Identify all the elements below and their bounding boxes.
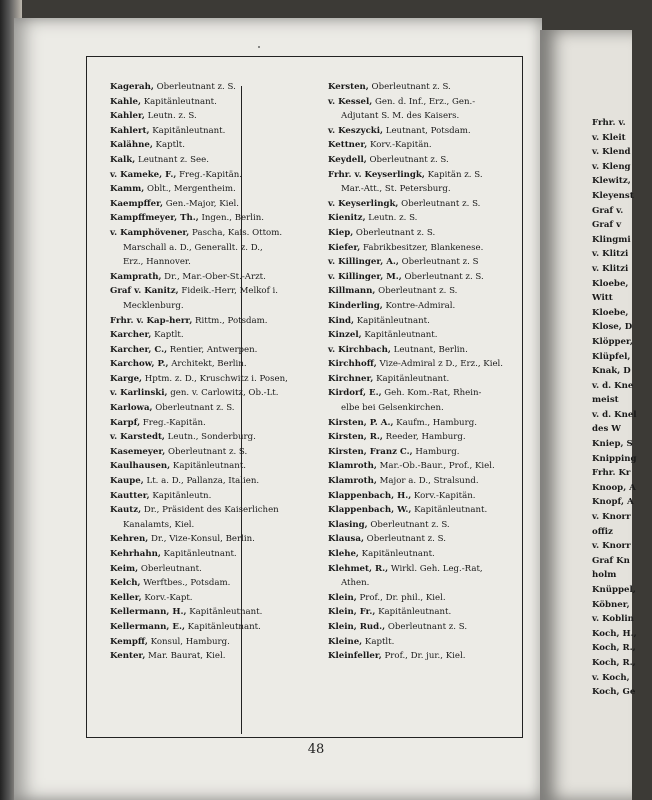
entry-description: Oberleutnant z. S. xyxy=(367,519,450,530)
next-page-entry-fragment: Koch, Ge xyxy=(592,687,636,698)
entry-continuation xyxy=(328,182,534,197)
entry-name: Kirchner, xyxy=(328,373,374,384)
entry-description: Leutn. z. S. xyxy=(144,111,197,122)
next-page-entry-fragment: v. Klitzi xyxy=(592,263,629,274)
entry-description: Kaptlt. xyxy=(152,140,185,151)
directory-entry xyxy=(110,430,322,445)
next-page-entry-fragment: Klingmi xyxy=(592,234,631,245)
entry-description: Kapitänleutnant. xyxy=(353,315,430,326)
directory-entry xyxy=(110,314,322,329)
directory-entry xyxy=(110,343,322,358)
entry-name: Klamroth, xyxy=(328,476,377,487)
directory-entry xyxy=(110,459,322,474)
entry-name: Kleine, xyxy=(328,636,363,647)
page-speck xyxy=(258,46,260,48)
entry-name: Kirchhoff, xyxy=(328,359,377,370)
directory-entry xyxy=(328,489,534,504)
entry-description: Kanalamts, Kiel. xyxy=(123,519,195,530)
entry-name: Kalk, xyxy=(110,154,136,165)
entry-description: Kapitänleutnant. xyxy=(184,621,261,632)
directory-entry xyxy=(328,299,534,314)
entry-description: Adjutant S. M. des Kaisers. xyxy=(341,111,460,122)
entry-name: Kiefer, xyxy=(328,242,361,253)
directory-entry xyxy=(328,518,534,533)
entry-description: Prof., Dr. phil., Kiel. xyxy=(356,592,446,603)
entry-name: Kampffmeyer, Th., xyxy=(110,213,199,224)
entry-description: Oberleutnant z. S. xyxy=(398,198,481,209)
entry-description: Geh. Kom.-Rat, Rhein- xyxy=(381,388,482,399)
next-page-entry-fragment: v. d. Knel xyxy=(592,409,637,420)
next-page-entry-fragment: Klewitz, xyxy=(592,176,631,187)
entry-name: Kamprath, xyxy=(110,271,162,282)
entry-name: v. Killinger, M., xyxy=(328,271,402,282)
directory-entry xyxy=(328,562,534,577)
directory-entry xyxy=(328,635,534,650)
next-page-edge xyxy=(540,30,637,800)
entry-name: Kasemeyer, xyxy=(110,446,166,457)
entry-name: Klein, xyxy=(328,592,357,603)
next-page-entry-fragment: Kniep, S xyxy=(592,439,633,450)
directory-entry xyxy=(110,416,322,431)
entry-description: Leutnant, Berlin. xyxy=(390,344,468,355)
directory-entry xyxy=(110,270,322,285)
next-page-entry-fragment: v. Koblin xyxy=(592,614,634,625)
directory-entry xyxy=(328,591,534,606)
entry-name: Kirsten, Franz C., xyxy=(328,446,413,457)
entry-name: Klehmet, R., xyxy=(328,563,389,574)
directory-entry xyxy=(110,489,322,504)
entry-continuation xyxy=(328,109,534,124)
directory-entry xyxy=(328,503,534,518)
page-number: 48 xyxy=(307,742,325,757)
directory-entry xyxy=(328,343,534,358)
entry-name: Kettner, xyxy=(328,140,368,151)
entry-continuation xyxy=(110,241,322,256)
entry-name: Kalähne, xyxy=(110,140,153,151)
entry-name: Karcher, xyxy=(110,330,152,341)
next-page-entry-fragment: v. Kleit xyxy=(592,132,626,143)
next-page-entry-fragment: Klose, D xyxy=(592,322,633,333)
next-page-entry-fragment: holm xyxy=(592,570,617,581)
entry-description: Oberleutnant. xyxy=(138,563,202,574)
directory-entry xyxy=(110,138,322,153)
entry-description: Kontre-Admiral. xyxy=(382,300,456,311)
entry-description: Dr., Mar.-Ober-St.-Arzt. xyxy=(161,271,266,282)
entry-description: Reeder, Hamburg. xyxy=(382,432,466,443)
entry-description: Leutnant z. See. xyxy=(135,154,209,165)
next-page-column xyxy=(592,116,652,700)
entry-name: Klamroth, xyxy=(328,461,377,472)
entry-name: Kehrhahn, xyxy=(110,549,161,559)
directory-entry xyxy=(110,635,322,650)
entry-description: Rittm., Potsdam. xyxy=(192,315,268,326)
directory-entry xyxy=(110,95,322,110)
entry-description: Hamburg. xyxy=(412,446,460,457)
next-page-entry-fragment: Graf v xyxy=(592,220,622,231)
entry-description: Freg.-Kapitän. xyxy=(176,169,243,180)
entry-description: Marschall a. D., Generallt. z. D., xyxy=(123,242,263,253)
entry-description: Korv.-Kapt. xyxy=(141,592,193,603)
directory-entry xyxy=(110,401,322,416)
entry-continuation xyxy=(328,401,534,416)
directory-entry xyxy=(328,547,534,562)
entry-name: Killmann, xyxy=(328,286,376,297)
entry-name: v. Kirchbach, xyxy=(328,344,391,355)
next-page-entry-fragment: Frhr. Kr xyxy=(592,468,631,479)
entry-description: Kapitänleutnant. xyxy=(358,549,435,559)
entry-name: Kelch, xyxy=(110,578,141,589)
entry-description: Rentier, Antwerpen. xyxy=(167,344,258,355)
directory-entry xyxy=(110,576,322,591)
directory-entry xyxy=(328,649,534,664)
directory-entry xyxy=(328,124,534,139)
next-page-entry-fragment: meist xyxy=(592,395,619,406)
entry-name: Klappenbach, H., xyxy=(328,490,412,501)
entry-description: Kapitänleutnant. xyxy=(141,96,217,107)
entry-description: Mecklenburg. xyxy=(123,300,184,311)
entry-description: Mar.-Att., St. Petersburg. xyxy=(341,184,451,195)
directory-entry xyxy=(328,138,534,153)
entry-name: Keydell, xyxy=(328,154,367,165)
entry-name: Karcher, C., xyxy=(110,344,168,355)
entry-name: Kellermann, E., xyxy=(110,621,185,632)
entry-name: Kinderling, xyxy=(328,300,383,311)
next-page-entry-fragment: Koch, H., xyxy=(592,628,637,639)
next-page-entry-fragment: Graf v. xyxy=(592,205,624,216)
entry-description: Gen. d. Inf., Erz., Gen.- xyxy=(372,96,476,107)
entry-description: Konsul, Hamburg. xyxy=(147,636,230,647)
directory-entry xyxy=(110,649,322,664)
entry-name: Frhr. v. Keyserlingk, xyxy=(328,169,425,180)
directory-entry xyxy=(328,211,534,226)
directory-entry xyxy=(110,372,322,387)
directory-entry xyxy=(328,357,534,372)
directory-entry xyxy=(110,620,322,635)
entry-name: Kleinfeller, xyxy=(328,651,382,662)
next-page-entry-fragment: des W xyxy=(592,424,621,435)
entry-name: v. Karstedt, xyxy=(110,432,165,443)
entry-description: Erz., Hannover. xyxy=(123,257,191,268)
entry-description: Werftbes., Potsdam. xyxy=(140,578,231,589)
entry-description: Oblt., Mergentheim. xyxy=(144,184,236,195)
entry-description: Vize-Admiral z D., Erz., Kiel. xyxy=(376,359,504,370)
entry-description: Kaptlt. xyxy=(151,330,184,341)
directory-entry xyxy=(328,95,534,110)
entry-description: Kapitänleutnant. xyxy=(361,330,438,341)
entry-description: Athen. xyxy=(341,578,370,589)
entry-name: Karchow, P., xyxy=(110,359,169,370)
directory-entry xyxy=(110,547,322,562)
next-page-entry-fragment: v. Knorr xyxy=(592,512,631,523)
entry-name: Kaupe, xyxy=(110,476,144,487)
entry-name: Klein, Rud., xyxy=(328,621,386,632)
entry-description: Oberleutnant z. S. xyxy=(401,271,484,282)
next-page-entry-fragment: Knopf, A xyxy=(592,497,634,508)
directory-entry xyxy=(110,357,322,372)
entry-description: Kapitänleutnant. xyxy=(411,505,488,516)
entry-name: Kempff, xyxy=(110,636,148,647)
entry-name: Kirdorf, E., xyxy=(328,388,382,399)
next-page-entry-fragment: Klüpfel, xyxy=(592,351,631,362)
entry-description: Gen.-Major, Kiel. xyxy=(163,198,240,209)
entry-name: Keim, xyxy=(110,563,139,574)
entry-name: Kenter, xyxy=(110,651,146,662)
entry-description: gen. v. Carlowitz, Ob.-Lt. xyxy=(167,388,279,399)
directory-entry xyxy=(328,416,534,431)
entry-description: Oberleutnant z. S. xyxy=(165,446,248,457)
next-page-entry-fragment: Knipping xyxy=(592,453,637,464)
entry-description: Architekt, Berlin. xyxy=(168,359,247,370)
directory-entry xyxy=(110,474,322,489)
next-page-entry-fragment: Knak, D xyxy=(592,366,631,377)
entry-description: Oberleutnant z. S. xyxy=(368,82,451,92)
entry-continuation xyxy=(328,576,534,591)
entry-description: Pascha, Kais. Ottom. xyxy=(189,227,283,238)
entry-name: Kirsten, R., xyxy=(328,432,383,443)
entry-name: Klausa, xyxy=(328,534,364,545)
entry-description: Kaufm., Hamburg. xyxy=(393,417,477,428)
next-page-entry-fragment: v. d. Kne xyxy=(592,380,634,391)
next-page-entry-fragment: Frhr. v. xyxy=(592,118,626,128)
entry-description: Ingen., Berlin. xyxy=(198,213,264,224)
entry-description: Kapitänleutnant. xyxy=(186,607,263,618)
entry-name: Kersten, xyxy=(328,82,369,92)
next-page-entry-fragment: Kloebe, xyxy=(592,307,629,318)
entry-name: Klasing, xyxy=(328,519,368,530)
directory-entry xyxy=(328,168,534,183)
entry-description: Wirkl. Geh. Leg.-Rat, xyxy=(388,563,483,574)
entry-description: Kapitänleutn. xyxy=(149,490,212,501)
directory-entry xyxy=(110,591,322,606)
next-page-entry-fragment: Graf Kn xyxy=(592,555,630,566)
entry-description: Mar. Baurat, Kiel. xyxy=(145,651,226,662)
entry-name: v. Kamphövener, xyxy=(110,227,190,238)
entry-name: v. Killinger, A., xyxy=(328,257,399,268)
directory-entry xyxy=(328,620,534,635)
entry-continuation xyxy=(110,518,322,533)
directory-entry xyxy=(110,328,322,343)
next-page-entry-fragment: Kleyenst xyxy=(592,190,634,201)
directory-entry xyxy=(328,605,534,620)
entry-name: Kiep, xyxy=(328,227,354,238)
entry-name: Kind, xyxy=(328,315,354,326)
directory-entry xyxy=(110,211,322,226)
directory-entry xyxy=(328,226,534,241)
entry-description: Kapitän z. S. xyxy=(424,169,483,180)
directory-entry xyxy=(328,386,534,401)
entry-name: Kaulhausen, xyxy=(110,461,171,472)
entry-name: Klein, Fr., xyxy=(328,607,376,618)
entry-name: v. Karlinski, xyxy=(110,388,168,399)
next-page-entry-fragment: Koch, R., xyxy=(592,657,636,668)
entry-description: Kapitänleutnant. xyxy=(375,607,452,618)
entry-description: elbe bei Gelsenkirchen. xyxy=(341,403,444,414)
entry-name: Kaempffer, xyxy=(110,198,164,209)
directory-entry xyxy=(328,80,534,95)
entry-description: Prof., Dr. jur., Kiel. xyxy=(381,651,466,662)
next-page-entry-fragment: Köbner, xyxy=(592,599,630,610)
entry-name: Kinzel, xyxy=(328,330,362,341)
next-page-entry-fragment: v. Klitzi xyxy=(592,249,629,260)
entry-description: Oberleutnant z. S. xyxy=(363,534,446,545)
entry-name: Kautz, xyxy=(110,505,142,516)
directory-entry xyxy=(110,153,322,168)
entry-name: Kirsten, P. A., xyxy=(328,417,394,428)
next-page-entry-fragment: v. Kleng xyxy=(592,161,631,172)
entry-description: Dr., Vize-Konsul, Berlin. xyxy=(148,534,255,545)
entry-name: Kautter, xyxy=(110,490,150,501)
directory-entry xyxy=(110,124,322,139)
directory-entry xyxy=(110,284,322,299)
directory-entry xyxy=(328,241,534,256)
entry-name: v. Kameke, F., xyxy=(110,169,177,180)
entry-description: Fabrikbesitzer, Blankenese. xyxy=(360,242,484,253)
entry-continuation xyxy=(110,299,322,314)
directory-entry xyxy=(110,532,322,547)
next-page-entry-fragment: Knüppel, xyxy=(592,585,636,595)
entry-description: Korv.-Kapitän. xyxy=(367,140,432,151)
entry-name: v. Keszycki, xyxy=(328,125,384,136)
entry-description: Oberleutnant z. S. xyxy=(353,227,436,238)
entry-description: Kapitänleutnant. xyxy=(149,125,226,136)
entry-description: Kapitänleutnant. xyxy=(160,549,237,559)
left-column xyxy=(110,80,322,664)
entry-description: Kaptlt. xyxy=(362,636,395,647)
entry-description: Oberleutnant z. S. xyxy=(385,621,468,632)
entry-name: Karpf, xyxy=(110,417,141,428)
entry-description: Major a. D., Stralsund. xyxy=(376,476,479,487)
next-page-entry-fragment: Koch, R., xyxy=(592,643,636,654)
directory-entry xyxy=(328,197,534,212)
next-page-entry-fragment: Witt xyxy=(592,293,613,304)
directory-entry xyxy=(110,197,322,212)
directory-entry xyxy=(110,80,322,95)
directory-entry xyxy=(328,459,534,474)
entry-name: Keller, xyxy=(110,592,142,603)
next-page-entry-fragment: v. Knorr xyxy=(592,541,631,552)
entry-description: Leutnant, Potsdam. xyxy=(383,125,471,136)
entry-name: v. Keyserlingk, xyxy=(328,198,399,209)
next-page-entry-fragment: Klöpper, xyxy=(592,336,633,347)
next-page-entry-fragment: v. Koch, xyxy=(592,672,630,683)
directory-entry xyxy=(328,445,534,460)
entry-name: Karlowa, xyxy=(110,403,153,414)
entry-description: Kapitänleutnant. xyxy=(373,373,450,384)
entry-name: Kienitz, xyxy=(328,213,366,224)
entry-description: Fideik.-Herr, Melkof i. xyxy=(178,286,278,297)
entry-name: Frhr. v. Kap-herr, xyxy=(110,315,193,326)
entry-description: Kapitänleutnant. xyxy=(170,461,247,472)
entry-description: Freg.-Kapitän. xyxy=(140,417,206,428)
right-column xyxy=(328,80,534,664)
entry-description: Hptm. z. D., Kruschwitz i. Posen, xyxy=(142,373,288,384)
entry-description: Mar.-Ob.-Baur., Prof., Kiel. xyxy=(376,461,495,472)
entry-name: Klehe, xyxy=(328,549,359,559)
directory-entry xyxy=(110,109,322,124)
directory-entry xyxy=(110,503,322,518)
directory-entry xyxy=(328,328,534,343)
directory-entry xyxy=(328,532,534,547)
directory-entry xyxy=(328,270,534,285)
entry-name: Kamm, xyxy=(110,184,145,195)
entry-description: Leutn. z. S. xyxy=(365,213,418,224)
directory-entry xyxy=(110,605,322,620)
directory-entry xyxy=(110,386,322,401)
entry-continuation xyxy=(110,255,322,270)
entry-name: Kahler, xyxy=(110,111,145,122)
entry-description: Korv.-Kapitän. xyxy=(411,490,476,501)
entry-description: Dr., Präsident des Kaiserlichen xyxy=(141,505,279,516)
directory-entry xyxy=(110,182,322,197)
entry-description: Oberleutnant z. S. xyxy=(375,286,458,297)
directory-entry xyxy=(110,562,322,577)
directory-entry xyxy=(110,168,322,183)
directory-entry xyxy=(328,372,534,387)
directory-entry xyxy=(328,255,534,270)
entry-name: v. Kessel, xyxy=(328,96,373,107)
directory-entry xyxy=(328,284,534,299)
entry-description: Oberleutnant z. S. xyxy=(366,154,449,165)
entry-name: Karge, xyxy=(110,373,143,384)
next-page-entry-fragment: Kloebe, xyxy=(592,278,629,289)
entry-description: Leutn., Sonderburg. xyxy=(164,432,256,443)
entry-name: Kahlert, xyxy=(110,125,150,136)
entry-name: Kehren, xyxy=(110,534,149,545)
next-page-entry-fragment: v. Klend xyxy=(592,147,631,158)
directory-entry xyxy=(328,474,534,489)
directory-entry xyxy=(328,314,534,329)
directory-entry xyxy=(328,153,534,168)
entry-name: Klappenbach, W., xyxy=(328,505,412,516)
entry-name: Graf v. Kanitz, xyxy=(110,286,179,297)
entry-name: Kagerah, xyxy=(110,82,154,92)
entry-description: Oberleutnant z. S. xyxy=(152,403,235,414)
next-page-entry-fragment: Knoop, A xyxy=(592,482,636,493)
next-page-entry-fragment: offiz xyxy=(592,526,613,537)
entry-name: Kahle, xyxy=(110,96,142,107)
entry-description: Oberleutnant z. S. xyxy=(153,82,236,92)
entry-description: Lt. a. D., Pallanza, Italien. xyxy=(143,476,260,487)
directory-entry xyxy=(110,226,322,241)
directory-entry xyxy=(110,445,322,460)
entry-name: Kellermann, H., xyxy=(110,607,187,618)
entry-description: Oberleutnant z. S xyxy=(398,257,479,268)
directory-entry xyxy=(328,430,534,445)
